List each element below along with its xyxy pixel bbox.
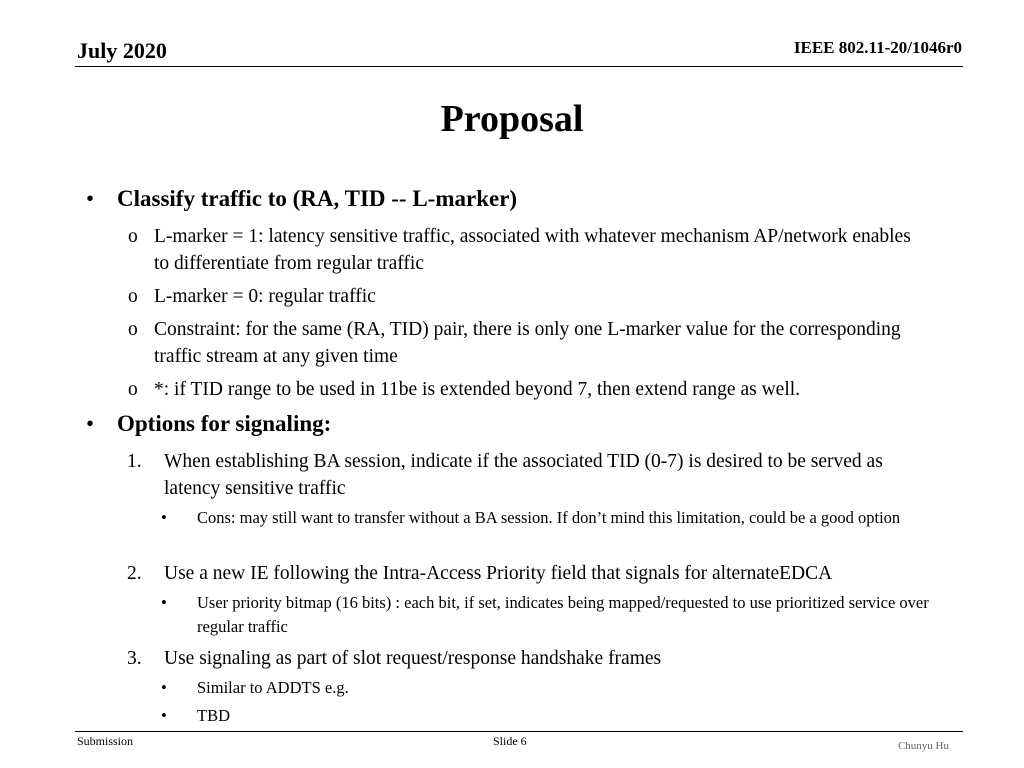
option-text: When establishing BA session, indicate if the associated TID (0-7) is desired to be served as latency sensitive traffic <box>164 451 883 499</box>
option-number: 1. <box>127 451 142 472</box>
bullet: o <box>128 319 138 340</box>
sub-item-text: Cons: may still want to transfer without a BA session. If don’t mind this limitation, could be a good option <box>197 508 901 527</box>
header-date: July 2020 <box>77 38 167 63</box>
bullet: • <box>161 706 167 725</box>
list-item-text: L-marker = 0: regular traffic <box>154 286 376 307</box>
option-number: 3. <box>127 648 142 669</box>
bullet: o <box>128 286 138 307</box>
list-item-text: *: if TID range to be used in 11be is extended beyond 7, then extend range as well. <box>154 379 801 400</box>
header-rule <box>75 66 963 67</box>
option-text: Use a new IE following the Intra-Access Priority field that signals for alternateEDCA <box>164 563 833 584</box>
bullet: o <box>128 226 138 247</box>
footer-author: Chunyu Hu <box>897 740 949 752</box>
bullet: • <box>161 593 167 612</box>
section1-heading: Classify traffic to (RA, TID -- L-marker) <box>117 186 518 211</box>
sub-item-text: User priority bitmap (16 bits) : each bit, if set, indicates being mapped/requested to use prioritized service over regular traffic <box>197 593 929 636</box>
bullet: • <box>86 186 95 211</box>
section2-heading: Options for signaling: <box>117 411 332 436</box>
sub-item-text: TBD <box>197 706 230 725</box>
option-number: 2. <box>127 563 142 584</box>
bullet: • <box>161 508 167 527</box>
list-item-text: L-marker = 1: latency sensitive traffic, associated with whatever mechanism AP/network enables to differentiate from regular traffic <box>154 226 911 274</box>
slide-title: Proposal <box>440 98 584 140</box>
footer-rule <box>75 731 963 732</box>
option-text: Use signaling as part of slot request/response handshake frames <box>164 648 662 669</box>
header-doc-id: IEEE 802.11-20/1046r0 <box>793 38 962 57</box>
slide-number: Slide 6 <box>493 734 527 748</box>
bullet: o <box>128 379 138 400</box>
bullet: • <box>161 678 167 697</box>
sub-item-text: Similar to ADDTS e.g. <box>197 678 349 697</box>
list-item-text: Constraint: for the same (RA, TID) pair, there is only one L-marker value for the corresponding traffic stream at any given time <box>154 319 901 367</box>
footer-submission: Submission <box>77 734 134 748</box>
bullet: • <box>86 411 95 436</box>
